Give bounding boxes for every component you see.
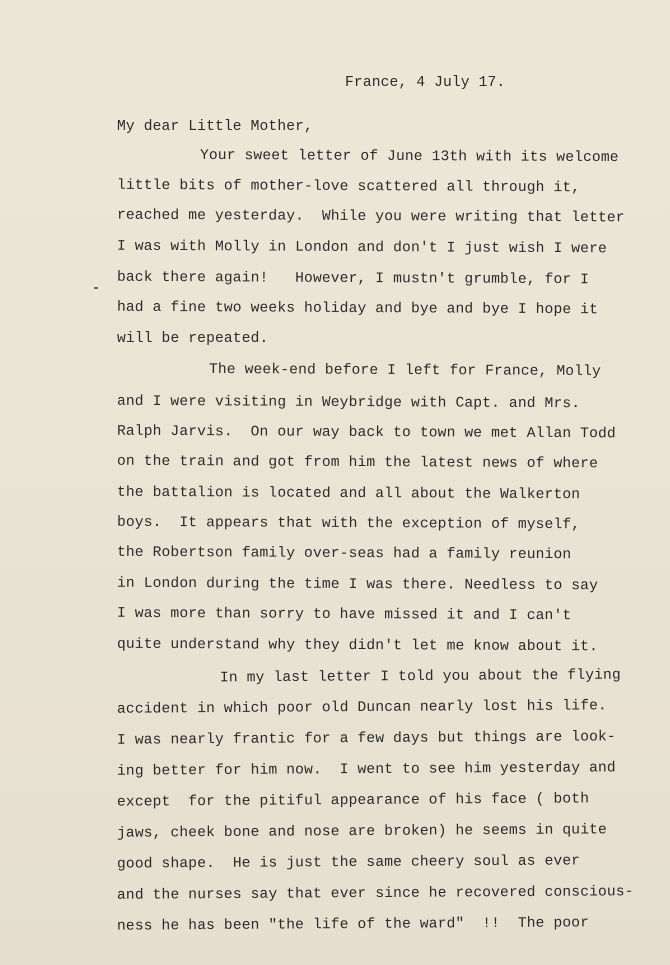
letter-line: and the nurses say that ever since he recovered conscious- (116, 884, 634, 904)
letter-line: quite understand why they didn't let me know about it. (116, 636, 599, 656)
letter-line: jaws, cheek bone and nose are broken) he seems in quite (116, 822, 607, 842)
letter-line: ness he has been "the life of the ward" !! The poor (116, 915, 590, 935)
letter-line: on the train and got from him the latest news of where (116, 453, 599, 473)
letter-salutation: My dear Little Mother, (117, 119, 313, 135)
letter-line: The week-end before I left for France, Molly (208, 361, 601, 381)
letter-line: little bits of mother-love scattered all through it, (116, 177, 581, 197)
letter-line: good shape. He is just the same cheery soul as ever (116, 853, 581, 873)
letter-line: I was nearly frantic for a few days but things are look- (116, 729, 616, 749)
letter-line: the Robertson family over-seas had a family reunion (116, 544, 572, 564)
letter-line: and I were visiting in Weybridge with Capt. and Mrs. (116, 393, 581, 413)
letter-line: In my last letter I told you about the flying (219, 667, 621, 687)
letter-line: ing better for him now. I went to see him yesterday and (116, 760, 616, 780)
letter-line: Your sweet letter of June 13th with its welcome (199, 147, 619, 167)
letter-line: reached me yesterday. While you were writing that letter (116, 207, 625, 227)
letter-line: back there again! However, I mustn't grumble, for I (116, 269, 590, 289)
paper-speck (94, 287, 98, 289)
letter-line: had a fine two weeks holiday and bye and bye I hope it (116, 299, 599, 319)
letter-line: I was with Molly in London and don't I just wish I were (116, 238, 607, 258)
letter-line: I was more than sorry to have missed it and I can't (116, 605, 572, 625)
letter-line: will be repeated. (117, 331, 269, 347)
letter-line: boys. It appears that with the exception of myself, (116, 514, 581, 534)
letter-line: in London during the time I was there. Needless to say (116, 575, 599, 595)
letter-line: accident in which poor old Duncan nearly lost his life. (116, 698, 607, 718)
letter-line: the battalion is located and all about the Walkerton (116, 484, 581, 504)
letter-dateline: France, 4 July 17. (345, 75, 506, 91)
letter-line: Ralph Jarvis. On our way back to town we met Allan Todd (116, 423, 616, 443)
letter-line: except for the pitiful appearance of his face ( both (116, 791, 590, 811)
